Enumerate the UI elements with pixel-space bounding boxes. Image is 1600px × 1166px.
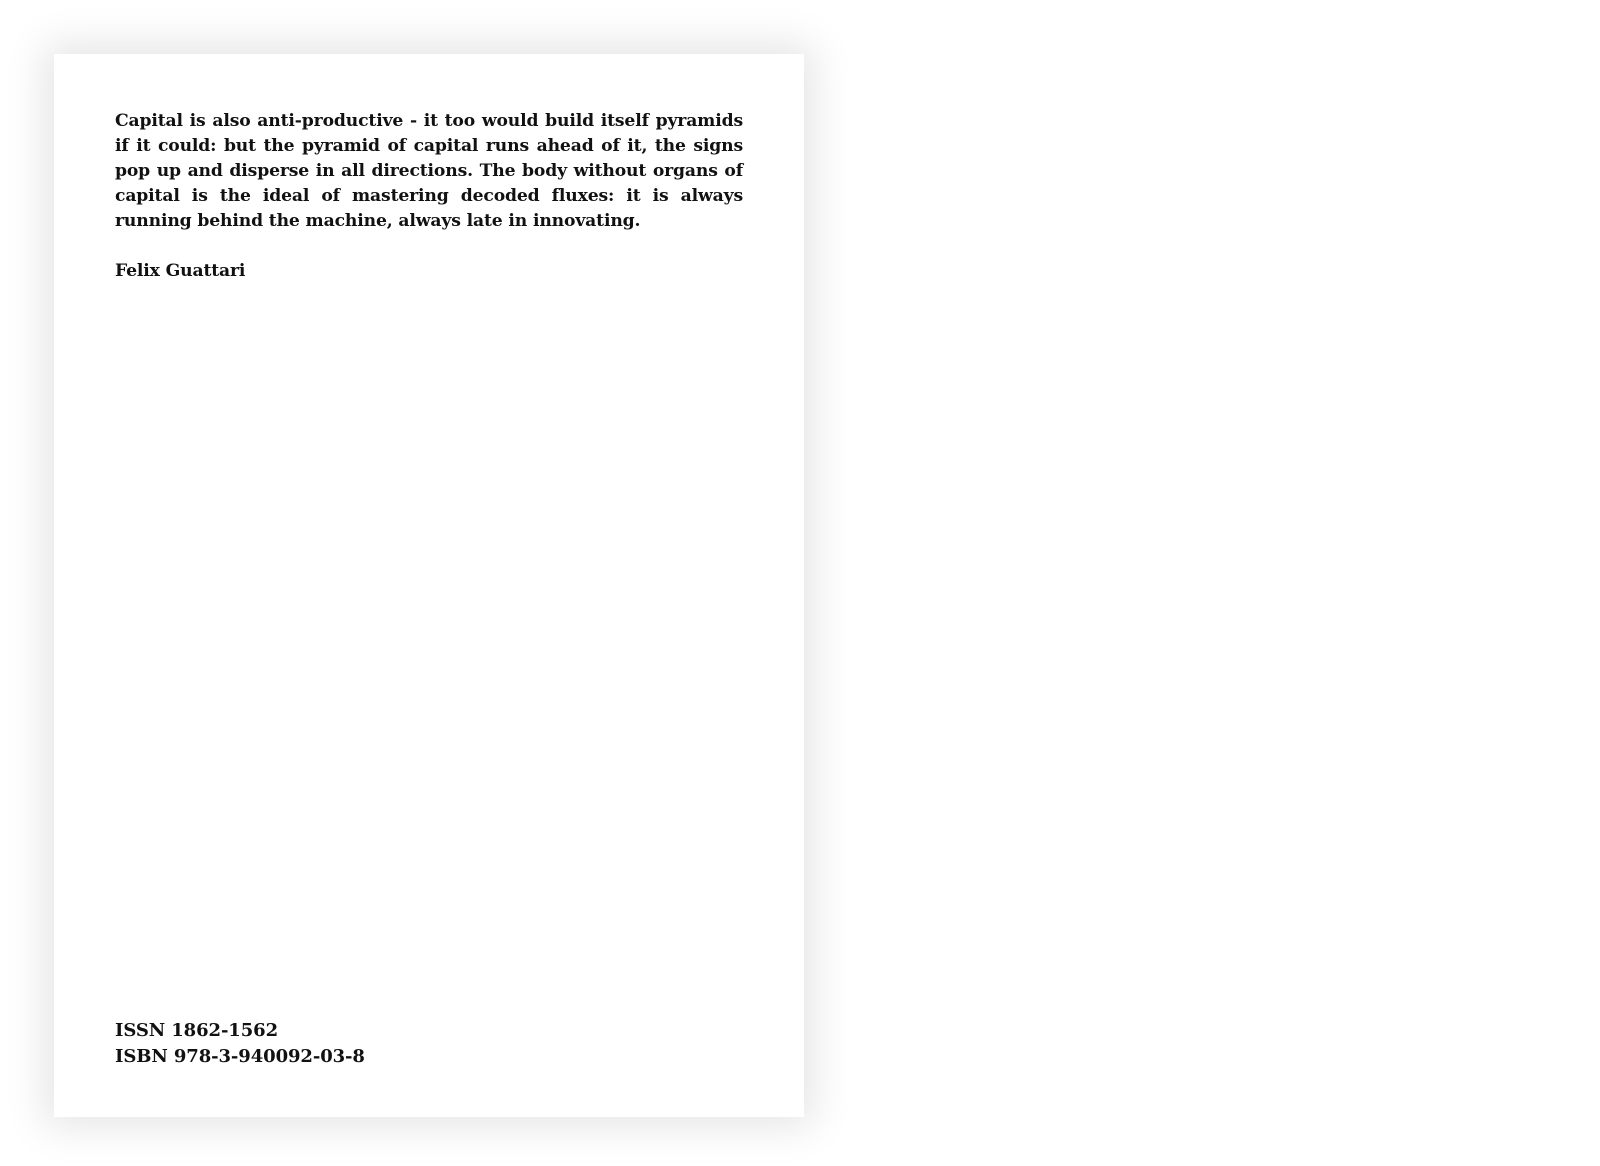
quote-text: Capital is also anti-productive - it too would build itself pyramids if it could: but the pyramid of capital runs ahead of it, the signs pop up and disperse in all directions. The body without organs of capital is the ideal of mastering decoded fluxes: it is always running behind the machine, always late in innovating. [115, 111, 743, 231]
document-page [54, 54, 804, 1117]
quote-author: Felix Guattari [115, 261, 246, 281]
isbn-number: ISBN 978-3-940092-03-8 [115, 1046, 365, 1067]
issn-number: ISSN 1862-1562 [115, 1020, 279, 1041]
publication-codes [115, 1018, 365, 1070]
